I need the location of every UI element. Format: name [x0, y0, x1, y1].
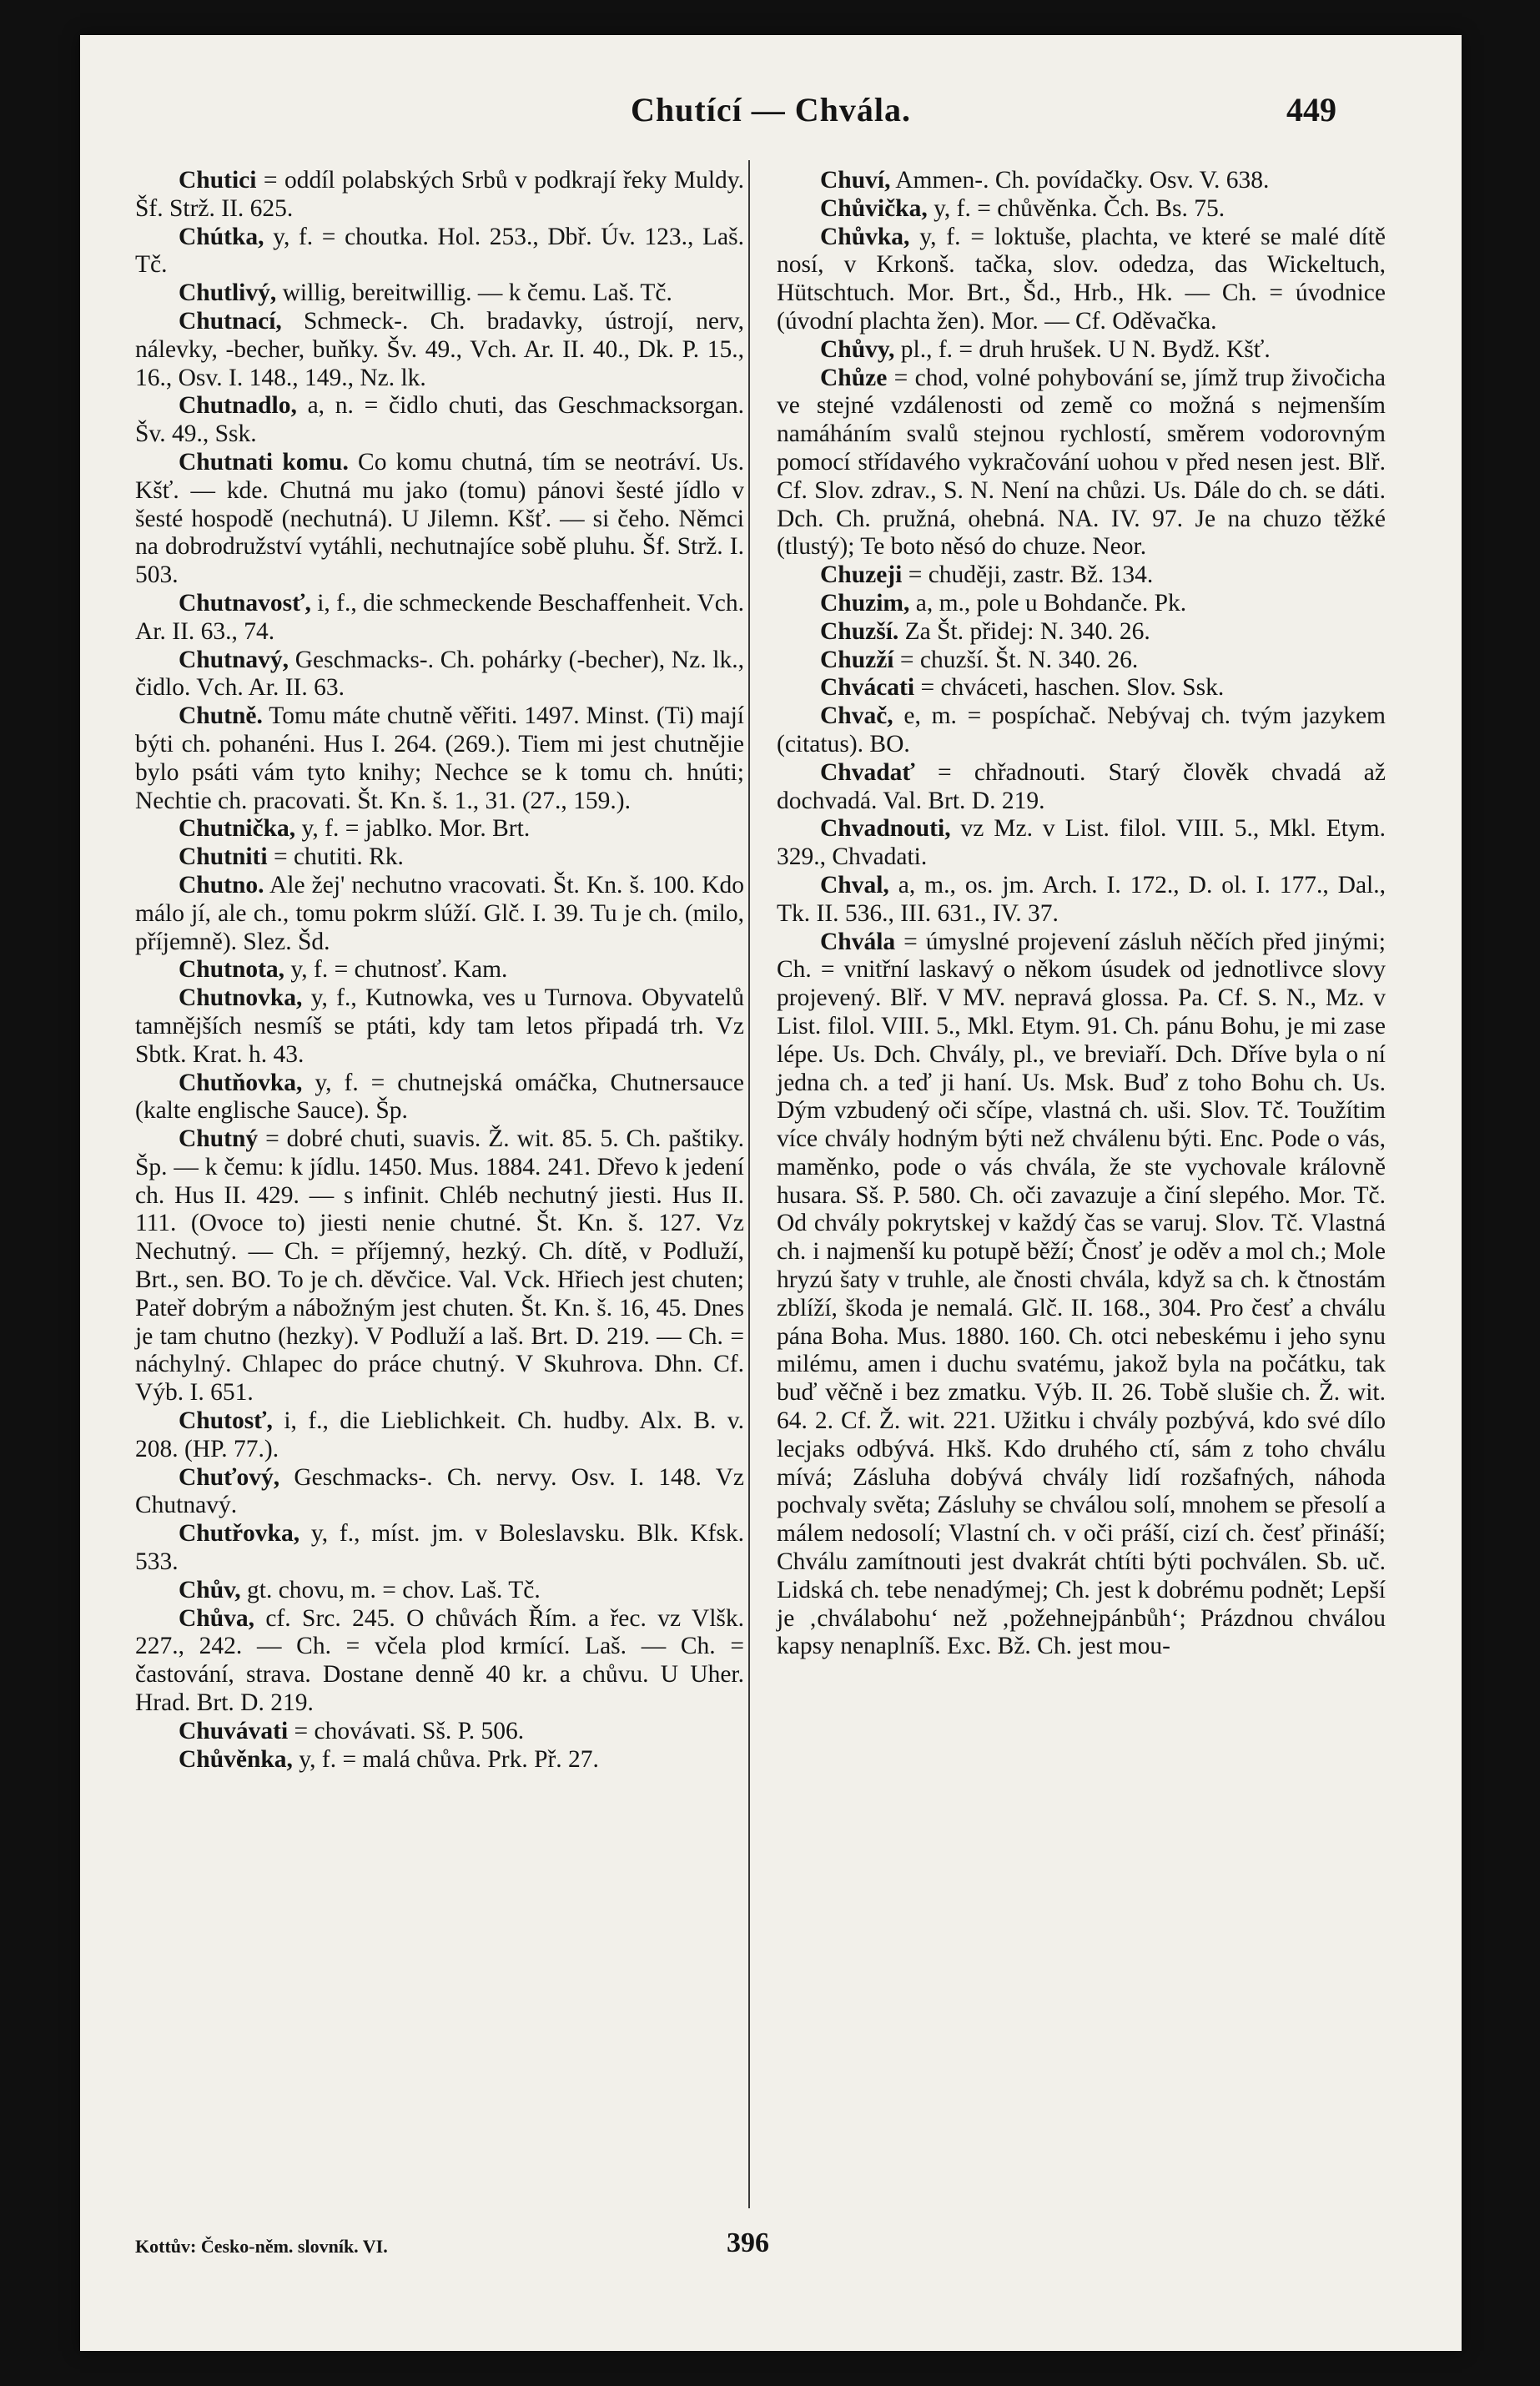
entry-headword: Chvadnouti, [820, 815, 951, 843]
entry-text: gt. chovu, m. = chov. Laš. Tč. [240, 1576, 541, 1603]
entry-headword: Chůze [820, 364, 888, 391]
entry-text: = chuzší. Št. N. 340. 26. [893, 646, 1139, 673]
entry-text: Schmeck-. Ch. bradavky, ústrojí, nerv, nálevky, -becher, buňky. Šv. 49., Vch. Ar. II. 40., Dk. P. 15., 16., Osv. I. 148., 149., Nz. lk. [135, 307, 744, 391]
entry-headword: Chutici [179, 167, 257, 194]
entry-headword: Chvadať [820, 758, 915, 786]
entry-text: Za Št. přidej: N. 340. 26. [898, 617, 1150, 645]
page-title: Chutící — Chvála. [631, 91, 911, 128]
entry-headword: Chvač, [820, 702, 893, 730]
entry-headword: Chval, [820, 871, 889, 899]
entry-text: = dobré chuti, suavis. Ž. wit. 85. 5. Ch. paštiky. Šp. — k čemu: k jídlu. 1450. Mus. 1884. 241. Dřevo k jedení ch. Hus II. 429. — s infinit. Chléb nechutný jiesti. Hus II. 111. (Ovoce to) jiesti nenie chutné. Št. Kn. š. 127. Vz Nechutný. — Ch. = příjemný, hezký. Ch. dítě, v Podluží, Brt., sen. BO. To je ch. děvčice. Val. Vck. Hřiech jest chuten; Pateř dobrým a nábožným jest chuten. Št. Kn. š. 16, 45. Dnes je tam chutno (hezky). V Podluží a laš. Brt. D. 219. — Ch. = náchylný. Chlapec do práce chutný. V Skuhrova. Dhn. Cf. Výb. I. 651. [135, 1125, 744, 1407]
dictionary-entry [135, 1746, 744, 1774]
entry-headword: Chutně. [179, 702, 263, 730]
dictionary-entry [777, 561, 1386, 590]
entry-text: y, f. = chutnosť. Kam. [284, 956, 508, 984]
entry-text: y, f., míst. jm. v Boleslavsku. Blk. Kfsk. 533. [135, 1520, 744, 1576]
dictionary-entry [777, 195, 1386, 224]
entry-headword: Chůvka, [820, 223, 910, 250]
entry-headword: Chuzeji [820, 561, 903, 589]
entry-text: pl., f. = druh hrušek. U N. Bydž. Kšť. [894, 335, 1271, 363]
entry-headword: Chuvávati [179, 1717, 289, 1744]
entry-text: Ale žej' nechutno vracovati. Št. Kn. š. 100. Kdo málo jí, ale ch., tomu pokrm slúží. Glč. I. 39. Tu je ch. (milo, příjemně). Slez. Šd. [135, 871, 744, 955]
dictionary-entry [777, 872, 1386, 929]
dictionary-entry [135, 224, 744, 280]
dictionary-entry [777, 224, 1386, 336]
column-divider [748, 160, 750, 2208]
dictionary-entry [777, 674, 1386, 702]
entry-text: willig, bereitwillig. — k čemu. Laš. Tč. [276, 279, 672, 307]
entry-headword: Chutnovka, [179, 984, 303, 1012]
entry-text: Geschmacks-. Ch. pohárky (-becher), Nz. lk., čidlo. Vch. Ar. II. 63. [135, 646, 744, 702]
dictionary-entry [777, 759, 1386, 816]
entry-headword: Chuzží [820, 646, 894, 673]
entry-text: = úmyslné projevení zásluh něčích před jinými; Ch. = vnitřní laskavý o někom úsudek od jednotlivce slovy projevený. Blř. V MV. nepravá glossa. Pa. Cf. S. N., Mz. v List. filol. VIII. 5., Mkl. Etym. 91. Ch. pánu Bohu, je mi zase lépe. Us. Dch. Chvály, pl., ve breviaří. Dch. Dříve byla o ní jedna ch. a teď ji haní. Us. Msk. Buď z toho Bohu ch. Us. Dým vzbudený oči sčípe, vlastná ch. uši. Slov. Tč. Toužítim více chvály hodným býti než chválenu býti. Enc. Pode o vás, maměnko, pode o vás chvála, že ste vychovale královně husara. Sš. P. 580. Ch. oči zavazuje a činí slepého. Mor. Tč. Od chvály pokrytskej v každý čas se varuj. Slov. Tč. Vlastná ch. i najmenší ku potupě běží; Čnosť je oděv a mol ch.; Mole hryzú šaty v truhle, ale čnosti chvála, když sa ch. k čtnostám zblíží, škoda je nemalá. Glč. II. 168., 304. Pro česť a chválu pána Boha. Mus. 1880. 160. Ch. otci nebeskému i jeho synu milému, amen i duchu svatému, jakož byla na počátku, tak buď věčně i bez zmatku. Výb. II. 26. Tobě slušie ch. Ž. wit. 64. 2. Cf. Ž. wit. 221. Užitku i chvály pozbývá, kdo své dílo lecjaks odbývá. Hkš. Kdo druhého ctí, sám z toho chválu mívá; Zásluha dobývá chvály lidí rozšafných, náhoda pochvaly světa; Zásluhy se chválou solí, mnohem se přesolí a málem nedosolí; Vlastní ch. v oči práší, cizí ch. česť přináší; Chválu zamítnouti jest dvakrát chtíti býti pochválen. Sb. uč. Lidská ch. tebe nenadýmej; Ch. jest k dobrému podnět; Lepší je ‚chválabohu‘ než ‚požehnejpánbůh‘; Prázdnou chválou kapsy nenaplníš. Exc. Bž. Ch. jest mou- [777, 928, 1386, 1660]
entry-text: Ammen-. Ch. povídačky. Osv. V. 638. [890, 167, 1270, 194]
entry-text: = chutiti. Rk. [267, 843, 404, 871]
dictionary-entry [135, 872, 744, 956]
entry-headword: Chutňovka, [179, 1069, 303, 1096]
entry-text: Tomu máte chutně věřiti. 1497. Minst. (Ti) mají býti ch. pohanéni. Hus I. 264. (269.). Tiem mi jest chutnějie bylo psáti vám tyto knihy; Nechce se k tomu ch. hnúti; Nechtie ch. pracovati. Št. Kn. š. 1., 31. (27., 159.). [135, 702, 744, 814]
entry-text: y, f. = choutka. Hol. 253., Dbř. Úv. 123., Laš. Tč. [135, 223, 744, 279]
page-header [80, 90, 1462, 140]
dictionary-entry [135, 1407, 744, 1464]
entry-text: = chváceti, haschen. Slov. Ssk. [914, 674, 1225, 702]
dictionary-entry [135, 1070, 744, 1126]
dictionary-entry [135, 1577, 744, 1605]
dictionary-entry [135, 702, 744, 815]
entry-headword: Chůvy, [820, 335, 895, 363]
dictionary-entry [135, 647, 744, 703]
entry-headword: Chutno. [179, 871, 264, 899]
entry-headword: Chutřovka, [179, 1520, 300, 1548]
dictionary-entry [777, 815, 1386, 872]
entry-headword: Chutnavý, [179, 646, 289, 673]
dictionary-entry [135, 1605, 744, 1718]
page-number: 449 [1286, 91, 1336, 128]
dictionary-entry [135, 308, 744, 392]
dictionary-entry [135, 392, 744, 449]
dictionary-entry [777, 618, 1386, 647]
dictionary-page [80, 35, 1462, 2351]
entry-headword: Chutnati komu. [179, 448, 349, 476]
entry-headword: Chutnadlo, [179, 392, 297, 420]
entry-headword: Chutnička, [179, 815, 296, 843]
entry-headword: Chůvěnka, [179, 1745, 293, 1773]
entry-text: i, f., die schmeckende Beschaffenheit. Vch. Ar. II. 63., 74. [135, 589, 744, 645]
entry-headword: Chutnavosť, [179, 589, 311, 617]
entry-text: y, f. = loktuše, plachta, ve které se malé dítě nosí, v Krkonš. tačka, slov. odedza, das Wickeltuch, Hütschtuch. Mor. Brt., Šd., Hrb., Hk. — Ch. = úvodnice (úvodní plachta žen). Mor. — Cf. Oděvačka. [777, 223, 1386, 335]
entry-text: y, f. = malá chůva. Prk. Př. 27. [292, 1745, 599, 1773]
entry-text: vz Mz. v List. filol. VIII. 5., Mkl. Etym. 329., Chvadati. [777, 815, 1386, 871]
entry-text: a, m., os. jm. Arch. I. 172., D. ol. I. 177., Dal., Tk. II. 536., III. 631., IV. 37. [777, 871, 1386, 927]
entry-text: a, m., pole u Bohdanče. Pk. [909, 589, 1187, 617]
entry-headword: Chuzší. [820, 617, 899, 645]
entry-text: = chuději, zastr. Bž. 134. [902, 561, 1154, 589]
entry-headword: Chútka, [179, 223, 264, 250]
entry-text: e, m. = pospíchač. Nebývaj ch. tvým jazykem (citatus). BO. [777, 702, 1386, 758]
entry-text: y, f., Kutnowka, ves u Turnova. Obyvatelů tamnějších nesmíš se ptáti, kdy tam letos připadá trh. Vz Sbtk. Krat. h. 43. [135, 984, 744, 1068]
dictionary-entry [777, 929, 1386, 1662]
dictionary-entry [135, 843, 744, 872]
entry-text: = oddíl polabských Srbů v podkrají řeky Muldy. Šf. Strž. II. 625. [135, 167, 744, 222]
page-footer [135, 2227, 1403, 2269]
entry-headword: Chuzim, [820, 589, 910, 617]
entry-headword: Chuví, [820, 167, 891, 194]
dictionary-entry [777, 167, 1386, 195]
entry-text: y, f. = chůvěnka. Čch. Bs. 75. [927, 194, 1225, 222]
entry-text: Co komu chutná, tím se neotráví. Us. Kšť. — kde. Chutná mu jako (tomu) pánovi šesté jídlo v šesté hospodě (nechutná). U Jilemn. Kšť. — si čeho. Němci na dobrodružství vytáhli, nechutnajíce sobě pluhu. Šf. Strž. I. 503. [135, 448, 744, 589]
dictionary-entry [135, 815, 744, 843]
footer-volume-label: Kottův: Česko-něm. slovník. VI. [135, 2236, 388, 2257]
entry-text: = chovávati. Sš. P. 506. [288, 1717, 525, 1744]
dictionary-entry [135, 1464, 744, 1521]
entry-headword: Chutnota, [179, 956, 285, 984]
entry-text: = chod, volné pohybování se, jímž trup živočicha ve stejné vzdálenosti od země co možná s nejmenším namáháním svalů stejnou rychlostí, směrem vodorovným pomocí střídavého vykračování uohou v před nesen jest. Blř. Cf. Slov. zdrav., S. N. Není na chůzi. Us. Dále do ch. se dáti. Dch. Ch. pružná, ohebná. NA. IV. 97. Je na chuzo těžké (tlustý); Te boto něsó do chuze. Neor. [777, 364, 1386, 561]
dictionary-entry [135, 167, 744, 224]
entry-headword: Chvála [820, 928, 896, 955]
dictionary-entry [135, 1520, 744, 1577]
entry-headword: Chutný [179, 1125, 259, 1153]
entry-text: = chřadnouti. Starý člověk chvadá až dochvadá. Val. Brt. D. 219. [777, 758, 1386, 814]
entry-headword: Chvácati [820, 674, 915, 702]
dictionary-entry [777, 336, 1386, 365]
entry-text: y, f. = jablko. Mor. Brt. [295, 815, 531, 843]
dictionary-entry [135, 1718, 744, 1746]
entry-headword: Chutlivý, [179, 279, 277, 307]
dictionary-entry [135, 1125, 744, 1407]
entry-headword: Chůva, [179, 1604, 254, 1632]
dictionary-entry [777, 365, 1386, 562]
dictionary-entry [135, 956, 744, 984]
entry-headword: Chutniti [179, 843, 268, 871]
right-column [777, 167, 1386, 1661]
dictionary-entry [777, 647, 1386, 675]
dictionary-entry [777, 590, 1386, 618]
entry-headword: Chuťový, [179, 1463, 280, 1491]
entry-headword: Chutnací, [179, 307, 282, 335]
dictionary-entry [135, 279, 744, 308]
entry-text: a, n. = čidlo chuti, das Geschmacksorgan. Šv. 49., Ssk. [135, 392, 744, 448]
entry-headword: Chutosť, [179, 1407, 273, 1435]
entry-headword: Chůvička, [820, 194, 928, 222]
dictionary-entry [777, 702, 1386, 759]
dictionary-entry [135, 984, 744, 1069]
dictionary-entry [135, 449, 744, 590]
entry-text: y, f. = chutnejská omáčka, Chutnersauce (kalte englische Sauce). Šp. [135, 1069, 744, 1125]
dictionary-entry [135, 590, 744, 647]
signature-number: 396 [727, 2227, 769, 2258]
left-column [135, 167, 744, 1774]
entry-headword: Chův, [179, 1576, 241, 1603]
entry-text: Geschmacks-. Ch. nervy. Osv. I. 148. Vz Chutnavý. [135, 1463, 744, 1519]
entry-text: i, f., die Lieblichkeit. Ch. hudby. Alx. B. v. 208. (HP. 77.). [135, 1407, 744, 1462]
entry-text: cf. Src. 245. O chůvách Řím. a řec. vz Vlšk. 227., 242. — Ch. = včela plod krmící. Laš. — Ch. = častování, strava. Dostane denně 40 kr. a chůvu. U Uher. Hrad. Brt. D. 219. [135, 1604, 744, 1717]
